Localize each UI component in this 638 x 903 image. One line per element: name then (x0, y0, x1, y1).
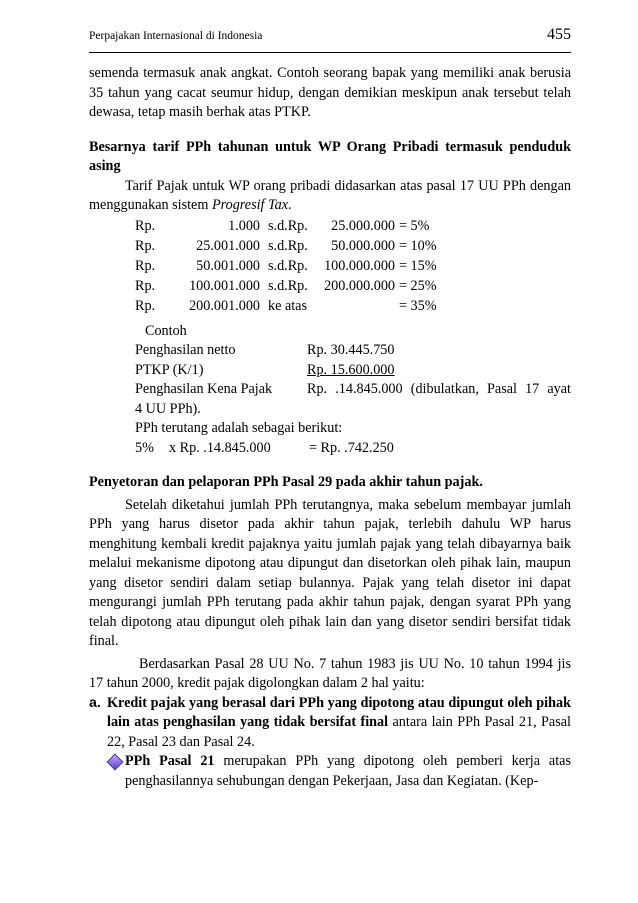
tariff-sd: s.d.Rp. (268, 277, 308, 294)
section-heading-pasal29: Penyetoran dan pelaporan PPh Pasal 29 pada akhir tahun pajak. (89, 474, 483, 490)
list-item-a (89, 694, 571, 753)
example-value: Rp. .14.845.000 (dibulatkan, Pasal 17 ayat (307, 381, 571, 397)
tariff-from: 1.000 (228, 217, 260, 234)
paragraph-ptkp: semenda termasuk anak angkat. Contoh seorang bapak yang memiliki anak berusia 35 tahun yang cacat seumur hidup, dengan demikian meskipun anak tersebut telah dewasa, tetap masih berhak atas PTKP. (89, 65, 571, 120)
tariff-currency: Rp. (135, 237, 156, 254)
section-heading-tarif: Besarnya tarif PPh tahunan untuk WP Orang Pribadi termasuk penduduk asing (89, 138, 571, 174)
tariff-intro-text: Tarif Pajak untuk WP orang pribadi didasarkan atas pasal 17 UU PPh dengan menggunakan sistem (89, 177, 571, 213)
tariff-sd: ke atas (268, 297, 307, 314)
tariff-intro-end: . (288, 197, 292, 213)
example-title: Contoh (145, 322, 187, 339)
example-label: Penghasilan Kena Pajak (135, 381, 273, 397)
example-row (135, 361, 571, 381)
tariff-to (320, 296, 395, 316)
tariff-to: 25.000.000 (331, 217, 395, 234)
tariff-from: 50.001.000 (196, 257, 260, 274)
tariff-to: 50.000.000 (331, 237, 395, 254)
tariff-currency: Rp. (135, 277, 156, 294)
example-label: Penghasilan netto (135, 342, 236, 358)
tariff-currency: Rp. (135, 257, 156, 274)
list-item-rest: antara lain PPh Pasal 21, Pasal 22, Pasal 23 dan Pasal 24. (107, 714, 571, 750)
list-item-text (107, 694, 571, 753)
tariff-currency: Rp. (135, 297, 156, 314)
diamond-bullet-icon (107, 752, 125, 791)
example-calculation (135, 439, 571, 459)
tariff-from: 200.001.000 (189, 297, 260, 314)
calc-base: x Rp. .14.845.000 (169, 439, 271, 456)
paragraph-pasal28: Berdasarkan Pasal 28 UU No. 7 tahun 1983 jis UU No. 10 tahun 1994 jis 17 tahun 2000, kredit pajak digolongkan dalam 2 hal yaitu: (89, 655, 571, 691)
tariff-row (89, 256, 571, 276)
running-header (89, 26, 571, 53)
tariff-sd: s.d.Rp. (268, 217, 308, 234)
calc-rate: 5% (135, 439, 154, 456)
tariff-row (89, 276, 571, 296)
tariff-to: 100.000.000 (324, 257, 395, 274)
page-number: 455 (547, 26, 571, 43)
tariff-row (89, 216, 571, 236)
example-label: PTKP (K/1) (135, 361, 204, 378)
running-title: Perpajakan Internasional di Indonesia (89, 30, 263, 42)
bullet-rest: merupakan PPh yang dipotong oleh pemberi kerja atas penghasilannya sehubungan dengan Pekerjaan, Jasa dan Kegiatan. (Kep- (125, 753, 571, 789)
tariff-from: 25.001.000 (196, 237, 260, 254)
progressive-tax-term: Progresif Tax (211, 197, 289, 213)
tariff-rate: = 35% (399, 297, 437, 314)
tariff-rate: = 10% (399, 237, 437, 254)
tariff-rate: = 25% (399, 277, 437, 294)
tariff-currency: Rp. (135, 217, 156, 234)
tariff-from: 100.001.000 (189, 277, 260, 294)
example-value-underlined: Rp. 15.600.000 (307, 361, 395, 378)
tariff-rate: = 5% (399, 217, 430, 234)
example-value: Rp. 30.445.750 (307, 342, 395, 358)
tariff-rate: = 15% (399, 257, 437, 274)
tariff-table (89, 216, 571, 316)
tariff-intro (89, 177, 571, 216)
bullet-bold: PPh Pasal 21 (125, 753, 215, 769)
example-row (135, 380, 571, 400)
tariff-sd: s.d.Rp. (268, 237, 308, 254)
tariff-to: 200.000.000 (324, 277, 395, 294)
tariff-row (89, 296, 571, 316)
bullet-text (125, 752, 571, 791)
list-item-bold: Kredit pajak yang berasal dari PPh yang dipotong atau dipungut oleh pihak lain atas penghasilan yang tidak bersifat final (107, 694, 571, 730)
bullet-pph21 (89, 752, 571, 791)
calc-result: = Rp. .742.250 (309, 439, 394, 456)
tariff-sd: s.d.Rp. (268, 257, 308, 274)
list-marker: a. (89, 694, 101, 711)
example-row (135, 341, 571, 361)
example-owed-line: PPh terutang adalah sebagai berikut: (135, 420, 343, 436)
example-block (89, 322, 571, 459)
tariff-row (89, 236, 571, 256)
example-continuation: 4 UU PPh). (135, 400, 201, 417)
page-body (89, 64, 571, 791)
paragraph-kredit-pajak: Setelah diketahui jumlah PPh terutangnya, maka sebelum membayar jumlah PPh yang harus disetor pada akhir tahun pajak, terlebih dahulu WP harus menghitung kembali kredit pajaknya yaitu jumlah pajak yang telah dibayarnya baik melalui mekanisme dipotong atau dipungut dan disetorkan oleh pihak lain, maupun yang disetor sendiri dalam setiap bulannya. Pajak yang telah disetor ini dapat mengurangi jumlah PPh terutang pada akhir tahun pajak, dengan syarat PPh yang telah dipotong atau dipungut oleh pihak lain dan yang disetor sendiri bersifat tidak final. (89, 496, 571, 649)
